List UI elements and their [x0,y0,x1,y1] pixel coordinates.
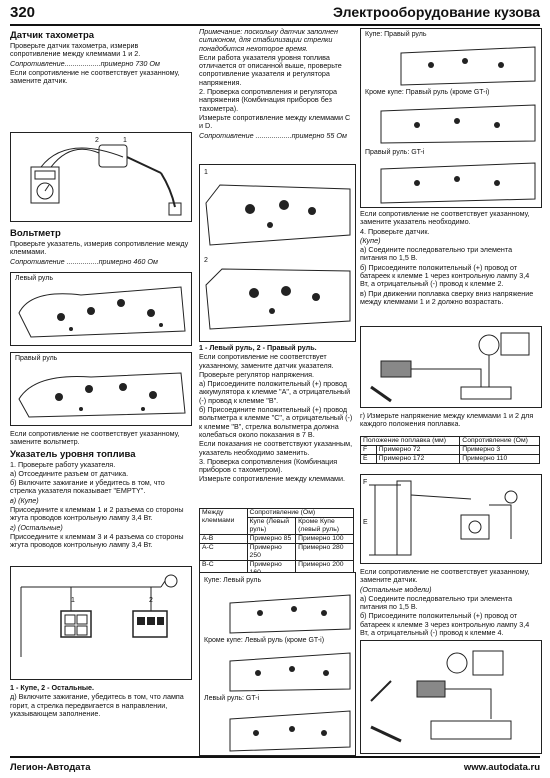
tacho-label-1: 1 [123,137,127,144]
cell: E [361,455,377,464]
col2-text-4c: а) Присоедините положительный (+) провод аккумулятора к клемме "A", а отрицательный (-) провод к клемме "B". [199,379,351,405]
cell: F [361,446,377,455]
col2-text-4a: Если сопротивление не соответствует указанному, замените датчик указателя. [199,352,334,370]
cell: Примерно [247,561,296,578]
fuel-fig-label-2: 2 [149,597,153,604]
footer-rule [10,756,540,758]
col2-text-4f: 3. Проверка сопротивления (Комбинация приборов с тахометром). [199,456,338,475]
voltmeter-resistance: Сопротивление ................примерно 460 Ом [10,256,158,266]
lhd-clusters-diagram [200,573,355,755]
col3-text-1b: 4. Проверьте датчик. [360,226,430,236]
fig3-label-gti: Правый руль: GT-i [365,149,425,156]
col3-text-1f: в) При движении поплавка сверху вниз напряжение между клеммами 1 и 2 должно возрастать. [360,288,534,306]
gauge-fig-label-2: 2 [204,257,208,264]
th-coupe: Купе (Левый руль) [247,518,296,535]
float-table [360,436,540,464]
column-2-middle [199,344,354,485]
rhd-cluster-diagram [11,353,191,425]
col3-text-1e: б) Присоедините положительный (+) провод от батареек к клемме 1 через контрольную лампу 3,4 Вт, а отрицательный (-) провод к клемме 2. [360,262,530,289]
fig2-label-except: Кроме купе: Левый руль (кроме GT-i) [204,637,325,644]
table-row [200,535,354,544]
col2-text-4e: Если показания не соответствуют указанным, указатель необходимо заменить. [199,439,353,457]
table-row [200,544,354,561]
fuel-step-d: д) Включите зажигание, убедитесь в том, что лампа горит, а стрелка передвигается в направлении, указывающем заполнение. [10,692,184,718]
header-rule [10,24,540,26]
fuel-step-b: б) Включите зажигание и убедитесь в том, что стрелка указателя показывает "EMPTY". [10,478,165,496]
fuel-fig-label-1: 1 [71,597,75,604]
col3-text-3c: а) Соедините последовательно три элемента питания по 1,5 В. [360,593,513,612]
rhd-clusters-figure [360,28,542,208]
fuel-connector-figure [10,566,192,680]
th-float-position: Положение поплавка (мм) [361,437,460,446]
tacho-diagram [11,133,191,221]
cell: Примерно 100 [296,535,354,544]
fuel-gauge-figure [199,164,356,342]
fuel-step-a: а) Отсоедините разъем от датчика. [10,468,129,478]
fuel-step-1: 1. Проверьте работу указателя. [10,459,116,469]
voltmeter-lhd-figure [10,272,192,346]
cell: Примерно 200 [296,561,354,578]
float-test-figure-1 [360,326,542,408]
cell: Примерно 85 [247,535,296,544]
column-1-bottom [10,684,190,719]
col2-text-3: Измерьте сопротивление между клеммами C и D. [199,112,351,131]
th-float-resistance: Сопротивление (Ом) [460,437,540,446]
cell: Примерно 3 [460,446,540,455]
table-row [361,455,540,464]
tacho-label-2: 2 [95,137,99,144]
float-test-diagram-2 [361,641,541,753]
chapter-title: Электрооборудование кузова [333,4,540,20]
col2-text-1: Если работа указателя уровня топлива отличается от описанной выше, проверьте сопротивление указателя и регулятора напряжения. [199,52,342,87]
silicone-note: Примечание: поскольку датчик заполнен силиконом, для стабилизации стрелки понадобится некоторое время. [199,27,338,53]
th-resistance: Сопротивление (Ом) [247,509,353,518]
float-label-e: E [363,519,368,526]
tacho-text: Проверьте датчик тахометра, измерив сопротивление между клеммами 1 и 2. [10,41,141,59]
col2-resistance: Сопротивление ..................примерно 55 Ом [199,130,347,140]
float-position-diagram [361,475,541,563]
fig3-label-coupe: Купе: Правый руль [365,31,427,38]
rhd-clusters-diagram [361,29,541,207]
fuel-step-c-text: Присоедините к клеммам 1 и 2 разъема со стороны жгута проводов контрольную лампу 3,4 Вт. [10,505,184,523]
col2-text-4b: Проверьте регулятор напряжения. [199,369,314,379]
voltmeter-rhd-figure [10,352,192,426]
fig2-label-gti: Левый руль: GT-i [204,695,260,702]
column-3-text-2 [360,412,540,430]
float-test-diagram-1 [361,327,541,407]
fuel-figure-caption: 1 - Купе, 2 - Остальные. [10,683,95,692]
voltmeter-heading: Вольтметр [10,228,61,239]
column-1-voltmeter [10,226,190,267]
th-except-coupe: Кроме Купе (левый руль) [296,518,354,535]
col3-text-1d: а) Соедините последовательно три элемента питания по 1,5 В. [360,245,513,263]
cell: Примерно 172 [376,455,460,464]
col3-text-3a: Если сопротивление не соответствует указанному, замените датчик. [360,567,530,585]
fig2-label-coupe: Купе: Левый руль [204,577,262,584]
column-1-fuel [10,430,190,551]
fuel-step-g-text: Присоедините к клеммам 3 и 4 разъема со стороны жгута проводов контрольную лампу 3,4 Вт. [10,531,184,550]
voltmeter-text: Проверьте указатель, измерив сопротивление между клеммами. [10,239,189,257]
resistance-table-2 [199,508,354,578]
gauge-diagram [200,165,355,341]
cell: A-B [200,535,248,544]
lhd-label: Левый руль [15,275,53,282]
col3-text-2: г) Измерьте напряжение между клеммами 1 и 2 для каждого положения поплавка. [360,411,534,429]
cell: A-C [200,544,248,561]
fuel-gauge-heading: Указатель уровня топлива [10,448,136,460]
tacho-fail-text: Если сопротивление не соответствует указанному, замените датчик. [10,67,180,86]
float-position-figure [360,474,542,564]
cell: Примерно 110 [460,455,540,464]
col3-text-1c: (Купе) [360,235,381,245]
col2-text-4g: Измерьте сопротивление между клеммами. [199,474,346,484]
column-2-top [199,28,354,141]
tacho-sensor-figure [10,132,192,222]
fuel-step-g: г) (Остальные) [10,522,63,532]
th-terminals: Между клеммами [200,509,248,535]
fuel-step-c: в) (Купе) [10,495,39,505]
rhd-label: Правый руль [15,355,58,362]
cell: B-C [200,561,248,578]
voltmeter-fail-text: Если сопротивление не соответствует указанному, замените вольтметр. [10,429,180,447]
float-label-f: F [363,479,368,486]
tacho-heading: Датчик тахометра [10,30,95,41]
col2-text-4d: б) Присоедините положительный (+) провод вольтметра к клемме "C", а отрицательный (-) к клемме "B", стрелка вольтметра должна колебаться около показания в 7 В. [199,405,353,439]
cell: Примерно 280 [296,544,354,561]
col3-text-1a: Если сопротивление не соответствует указанному, замените указатель необходимо. [360,209,530,227]
gauge-figure-caption: 1 - Левый руль, 2 - Правый руль. [199,343,317,352]
lhd-cluster-diagram [11,273,191,345]
column-1-top [10,28,190,86]
tacho-resistance: Сопротивление..................примерно 730 Ом [10,58,160,68]
table-row [361,446,540,455]
lhd-clusters-figure [199,572,356,756]
column-3-text-1 [360,210,540,307]
float-test-figure-2 [360,640,542,754]
col3-text-3d: б) Присоедините положительный (+) провод от батареек к клемме 3 через контрольную лампу 3,4 Вт, а отрицательный (-) провод к клемме 4. [360,611,530,638]
gauge-fig-label-1: 1 [204,169,208,176]
col2-text-2: 2. Проверка сопротивления и регулятора напряжения (Комбинация приборов без тахометра). [199,87,337,113]
publisher: Легион-Автодата [10,762,91,773]
cell: Примерно 72 [376,446,460,455]
col3-text-3b: (Остальные модели) [360,584,432,594]
fuel-connector-diagram [11,567,191,679]
column-3-text-3 [360,568,540,638]
fig3-label-except: Кроме купе: Правый руль (кроме GT-i) [365,89,490,96]
website-link[interactable]: www.autodata.ru [463,762,540,773]
page-number: 320 [10,4,36,21]
cell: Примерно 250 [247,544,296,561]
